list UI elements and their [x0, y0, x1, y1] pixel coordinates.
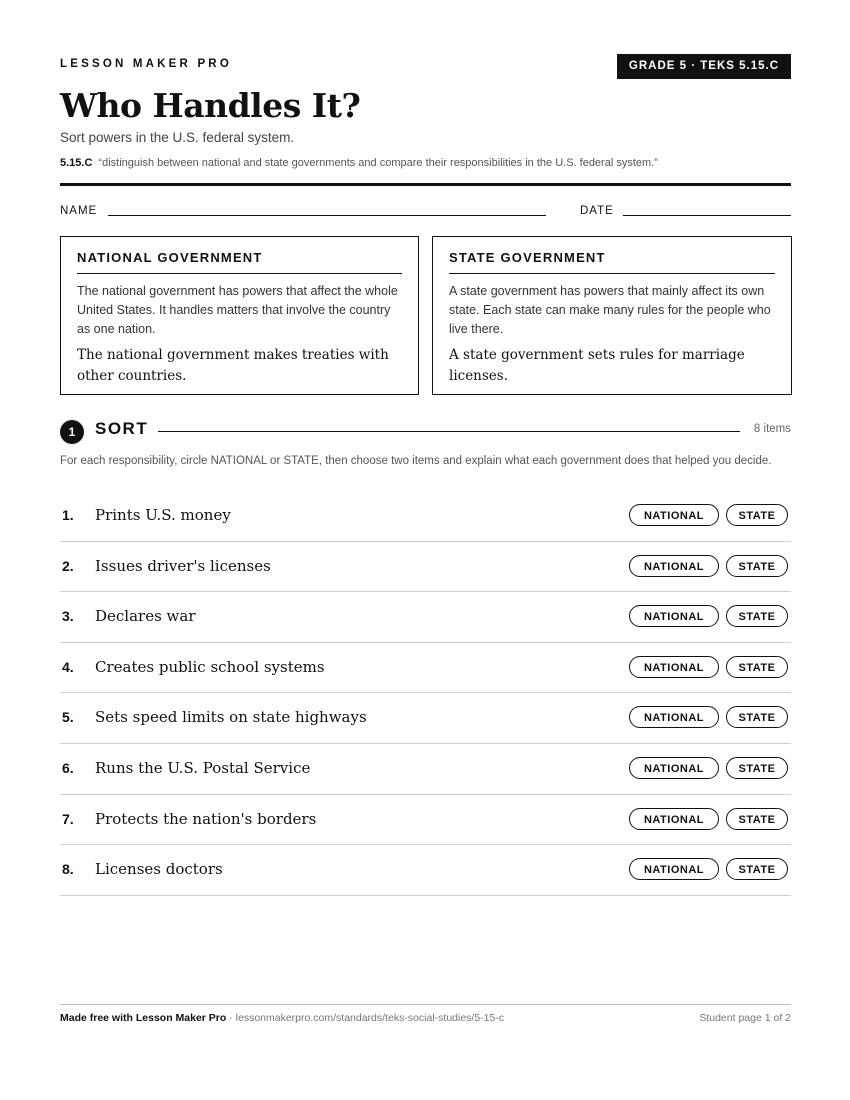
- item-number: 4.: [62, 658, 74, 675]
- section-divider: [158, 431, 740, 432]
- national-box-heading: NATIONAL GOVERNMENT: [77, 250, 402, 274]
- brand-name: LESSON MAKER PRO: [60, 58, 232, 70]
- list-item: [60, 491, 791, 542]
- national-option-button[interactable]: NATIONAL: [629, 605, 719, 627]
- footer-url-link[interactable]: lessonmakerpro.com/standards/teks-social-studies/5-15-c: [235, 1012, 505, 1024]
- list-item: [60, 795, 791, 846]
- national-box-description: The national government has powers that affect the whole United States. It handles matters that involve the country as one nation.: [77, 284, 398, 336]
- item-number: 1.: [62, 507, 74, 523]
- footer-divider: [60, 1004, 791, 1005]
- item-text: Licenses doctors: [95, 860, 223, 879]
- section-title: SORT: [95, 419, 149, 438]
- state-government-box: [432, 236, 792, 395]
- list-item: [60, 643, 791, 694]
- page-title: Who Handles It?: [60, 86, 361, 125]
- item-text: Runs the U.S. Postal Service: [95, 758, 311, 777]
- item-number: 8.: [62, 861, 74, 878]
- footer-made-with: Made free with Lesson Maker Pro: [60, 1012, 227, 1024]
- state-option-button[interactable]: STATE: [726, 706, 788, 728]
- state-option-button[interactable]: STATE: [726, 504, 788, 526]
- national-option-button[interactable]: NATIONAL: [629, 757, 719, 779]
- list-item: [60, 592, 791, 643]
- footer-page-indicator: Student page 1 of 2: [699, 1012, 791, 1024]
- national-option-button[interactable]: NATIONAL: [629, 706, 719, 728]
- page-subtitle: Sort powers in the U.S. federal system.: [60, 130, 295, 145]
- state-option-button[interactable]: STATE: [726, 656, 788, 678]
- list-item: [60, 845, 791, 896]
- item-text: Declares war: [95, 607, 196, 626]
- item-text: Prints U.S. money: [95, 506, 231, 524]
- national-option-button[interactable]: NATIONAL: [629, 504, 719, 526]
- item-text: Issues driver's licenses: [95, 556, 271, 575]
- state-box-description: A state government has powers that mainly affect its own state. Each state can make many rules for the people who live there.: [449, 284, 771, 336]
- national-option-button[interactable]: NATIONAL: [629, 555, 719, 577]
- item-number: 2.: [62, 557, 74, 574]
- item-number: 3.: [62, 608, 74, 625]
- list-item: [60, 542, 791, 593]
- grade-badge: GRADE 5 · TEKS 5.15.C: [617, 54, 791, 79]
- national-box-example: The national government makes treaties with other countries.: [77, 347, 389, 384]
- section-item-count: 8 items: [753, 423, 791, 435]
- state-option-button[interactable]: STATE: [726, 858, 788, 880]
- date-field[interactable]: [623, 215, 791, 216]
- state-option-button[interactable]: STATE: [726, 605, 788, 627]
- name-label: NAME: [60, 205, 98, 217]
- item-text: Sets speed limits on state highways: [95, 708, 367, 727]
- header-divider: [60, 183, 791, 186]
- sort-item-list: [60, 491, 791, 896]
- national-option-button[interactable]: NATIONAL: [629, 858, 719, 880]
- state-option-button[interactable]: STATE: [726, 808, 788, 830]
- list-item: [60, 744, 791, 795]
- item-number: 6.: [62, 759, 74, 776]
- state-box-example: A state government sets rules for marriage licenses.: [449, 347, 745, 384]
- national-government-box: [60, 236, 419, 395]
- section-number-badge: 1: [60, 420, 84, 444]
- state-box-heading: STATE GOVERNMENT: [449, 250, 775, 274]
- list-item: [60, 693, 791, 744]
- item-text: Creates public school systems: [95, 657, 325, 676]
- national-option-button[interactable]: NATIONAL: [629, 656, 719, 678]
- footer-separator: ·: [226, 1012, 236, 1024]
- standard-line: [60, 157, 658, 169]
- national-option-button[interactable]: NATIONAL: [629, 808, 719, 830]
- standard-code: 5.15.C: [60, 157, 93, 169]
- item-text: Protects the nation's borders: [95, 809, 317, 828]
- name-field[interactable]: [108, 215, 546, 216]
- footer-credit: [60, 1012, 504, 1024]
- date-label: DATE: [580, 205, 614, 217]
- state-option-button[interactable]: STATE: [726, 757, 788, 779]
- item-number: 5.: [62, 709, 74, 726]
- standard-text: “distinguish between national and state governments and compare their responsibilities in the U.S. federal system.”: [98, 157, 658, 169]
- item-number: 7.: [62, 810, 74, 827]
- section-instructions: For each responsibility, circle NATIONAL or STATE, then choose two items and explain what each government does that helped you decide.: [60, 455, 772, 467]
- state-option-button[interactable]: STATE: [726, 555, 788, 577]
